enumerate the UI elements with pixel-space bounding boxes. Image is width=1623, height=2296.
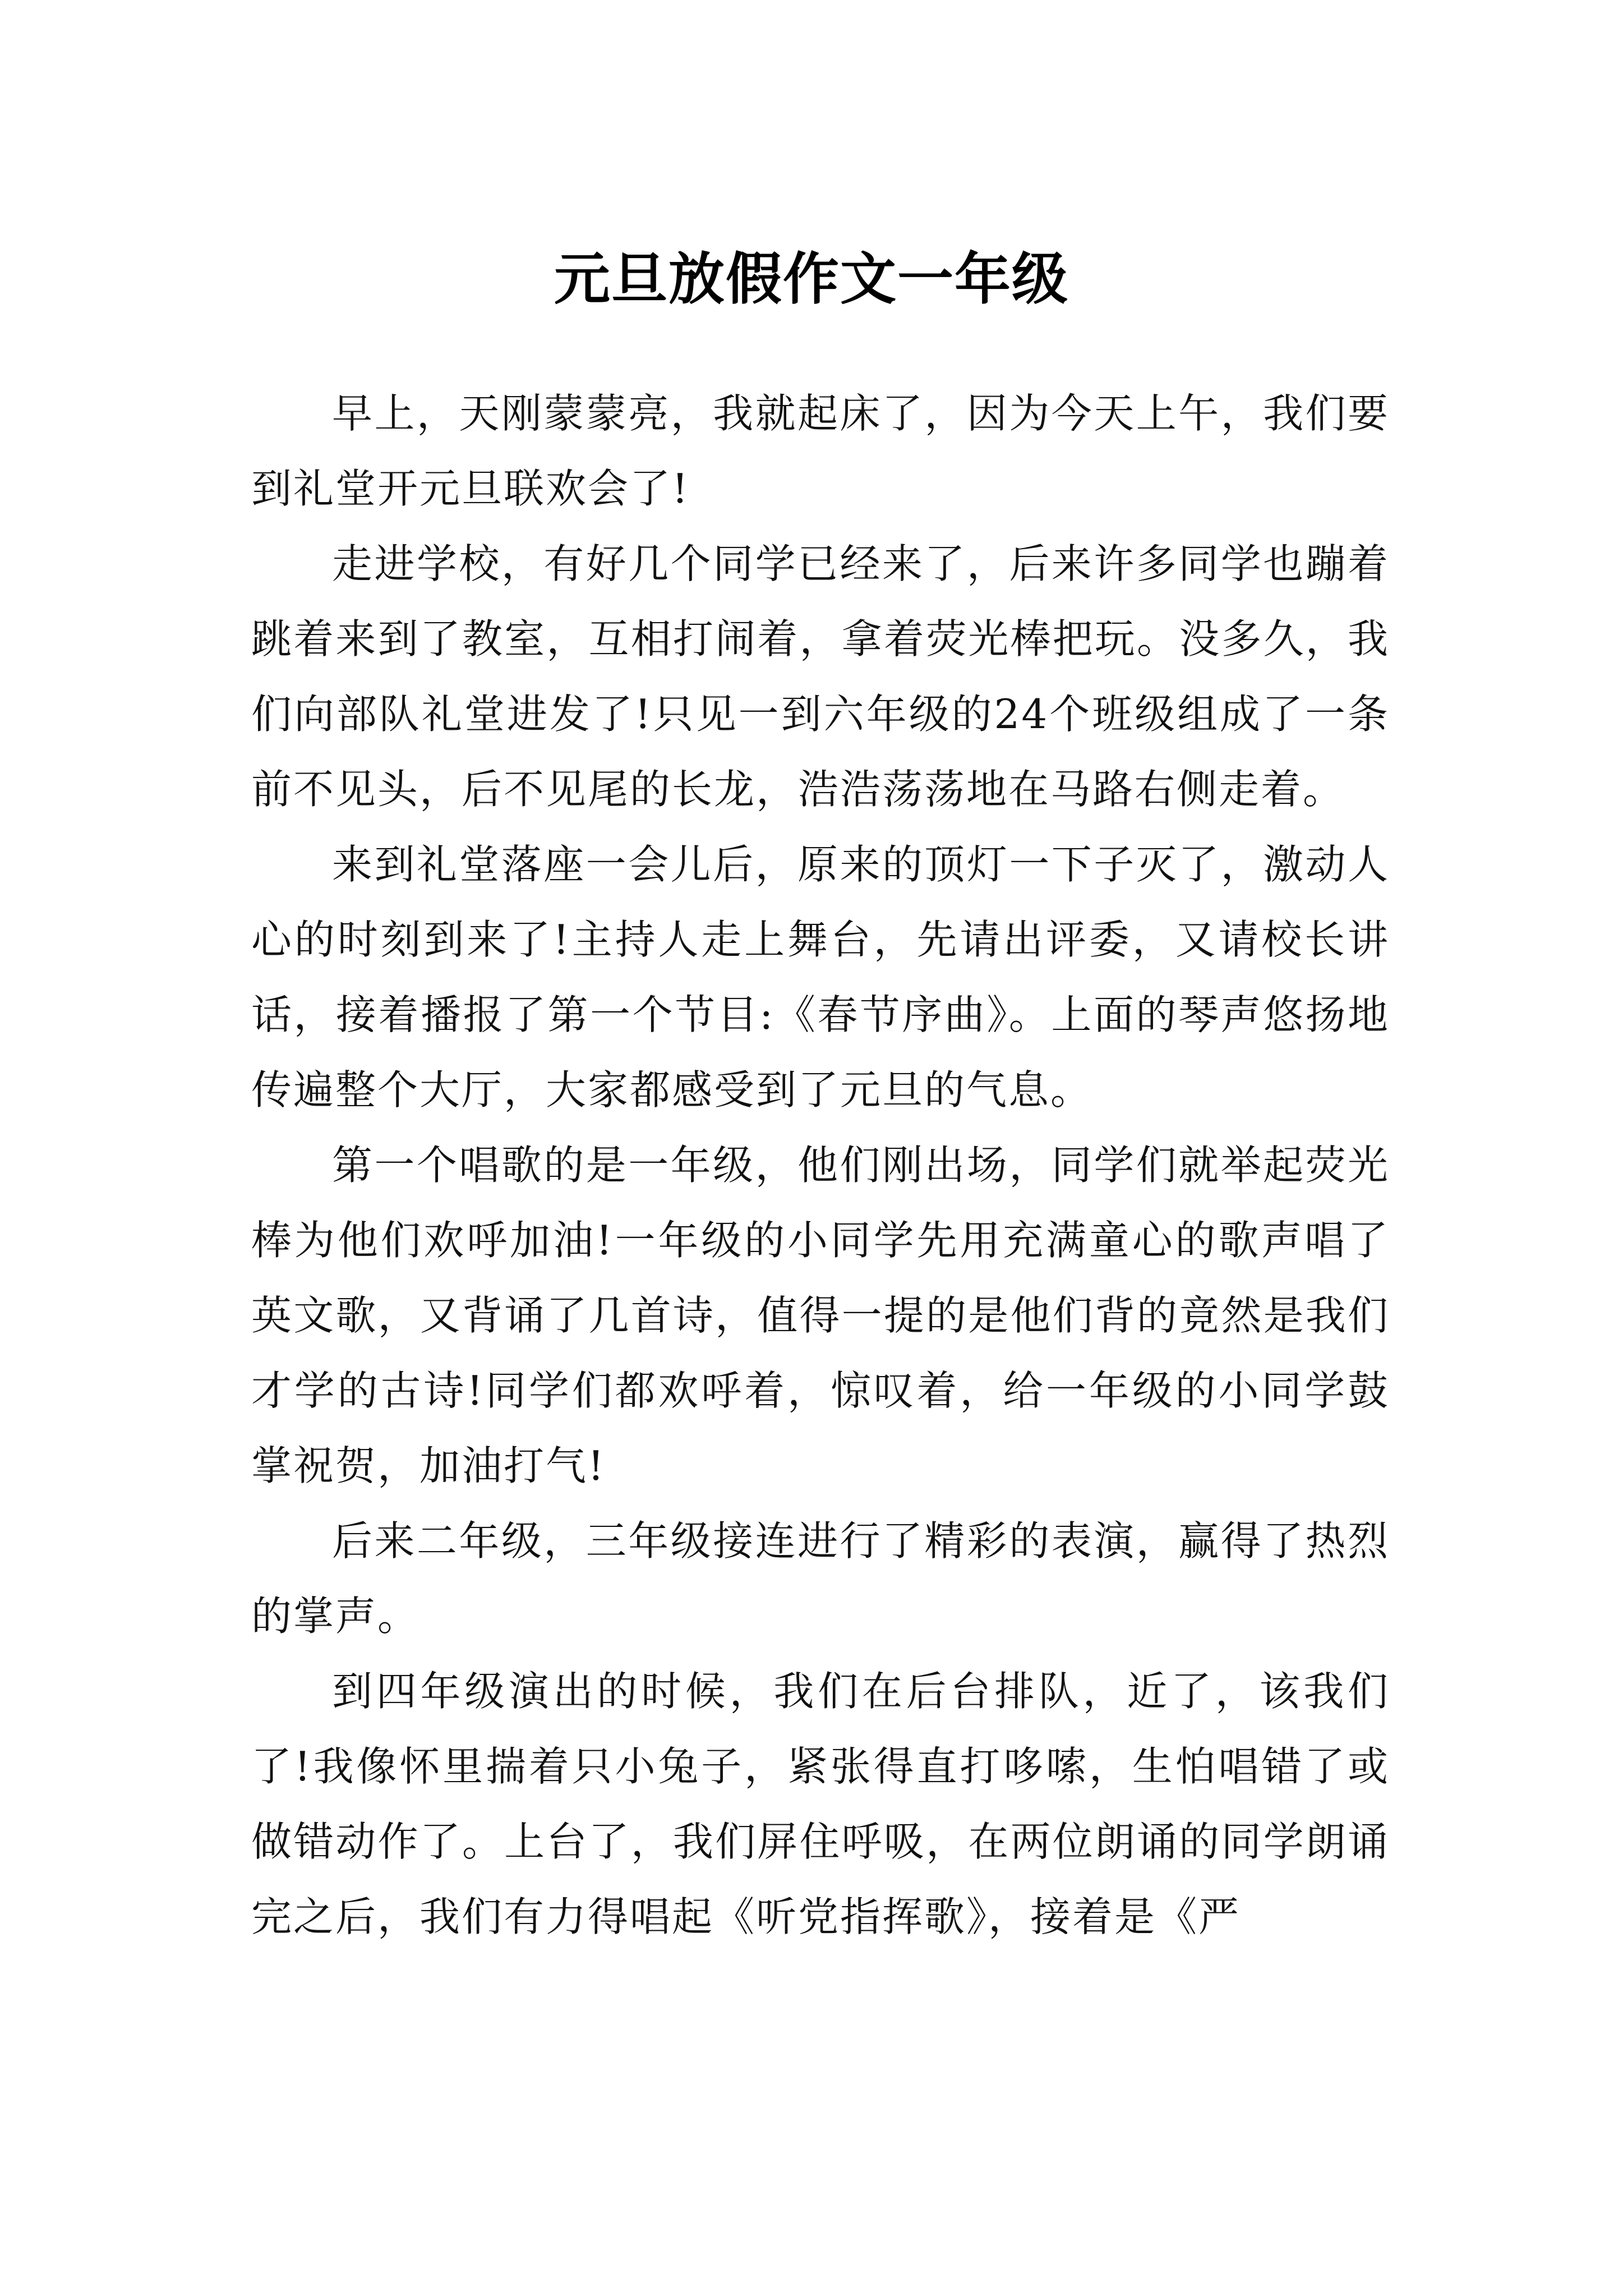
paragraph: 后来二年级，三年级接连进行了精彩的表演，赢得了热烈的掌声。 <box>251 1517 1390 1640</box>
paragraph: 早上，天刚蒙蒙亮，我就起床了，因为今天上午，我们要到礼堂开元旦联欢会了! <box>251 390 1390 512</box>
paragraph: 第一个唱歌的是一年级，他们刚出场，同学们就举起荧光棒为他们欢呼加油!一年级的小同学先用充满童心的歌声唱了英文歌，又背诵了几首诗，值得一提的是他们背的竟然是我们才学的古诗!同学们都欢呼着，惊叹着，给一年级的小同学鼓掌祝贺，加油打气! <box>251 1142 1390 1489</box>
paragraph: 走进学校，有好几个同学已经来了，后来许多同学也蹦着跳着来到了教室，互相打闹着，拿着荧光棒把玩。没多久，我们向部队礼堂进发了!只见一到六年级的24个班级组成了一条前不见头，后不见尾的长龙，浩浩荡荡地在马路右侧走着。 <box>251 540 1390 813</box>
document-title: 元旦放假作文一年级 <box>554 246 1069 312</box>
document-body <box>251 376 1390 1954</box>
paragraph: 到四年级演出的时候，我们在后台排队，近了，该我们了!我像怀里揣着只小兔子，紧张得直打哆嗦，生怕唱错了或做错动作了。上台了，我们屏住呼吸，在两位朗诵的同学朗诵完之后，我们有力得唱起《听党指挥歌》，接着是《严 <box>251 1668 1390 1940</box>
paragraph: 来到礼堂落座一会儿后，原来的顶灯一下子灭了，激动人心的时刻到来了!主持人走上舞台，先请出评委，又请校长讲话，接着播报了第一个节目:《春节序曲》。上面的琴声悠扬地传遍整个大厅，大家都感受到了元旦的气息。 <box>251 841 1390 1114</box>
